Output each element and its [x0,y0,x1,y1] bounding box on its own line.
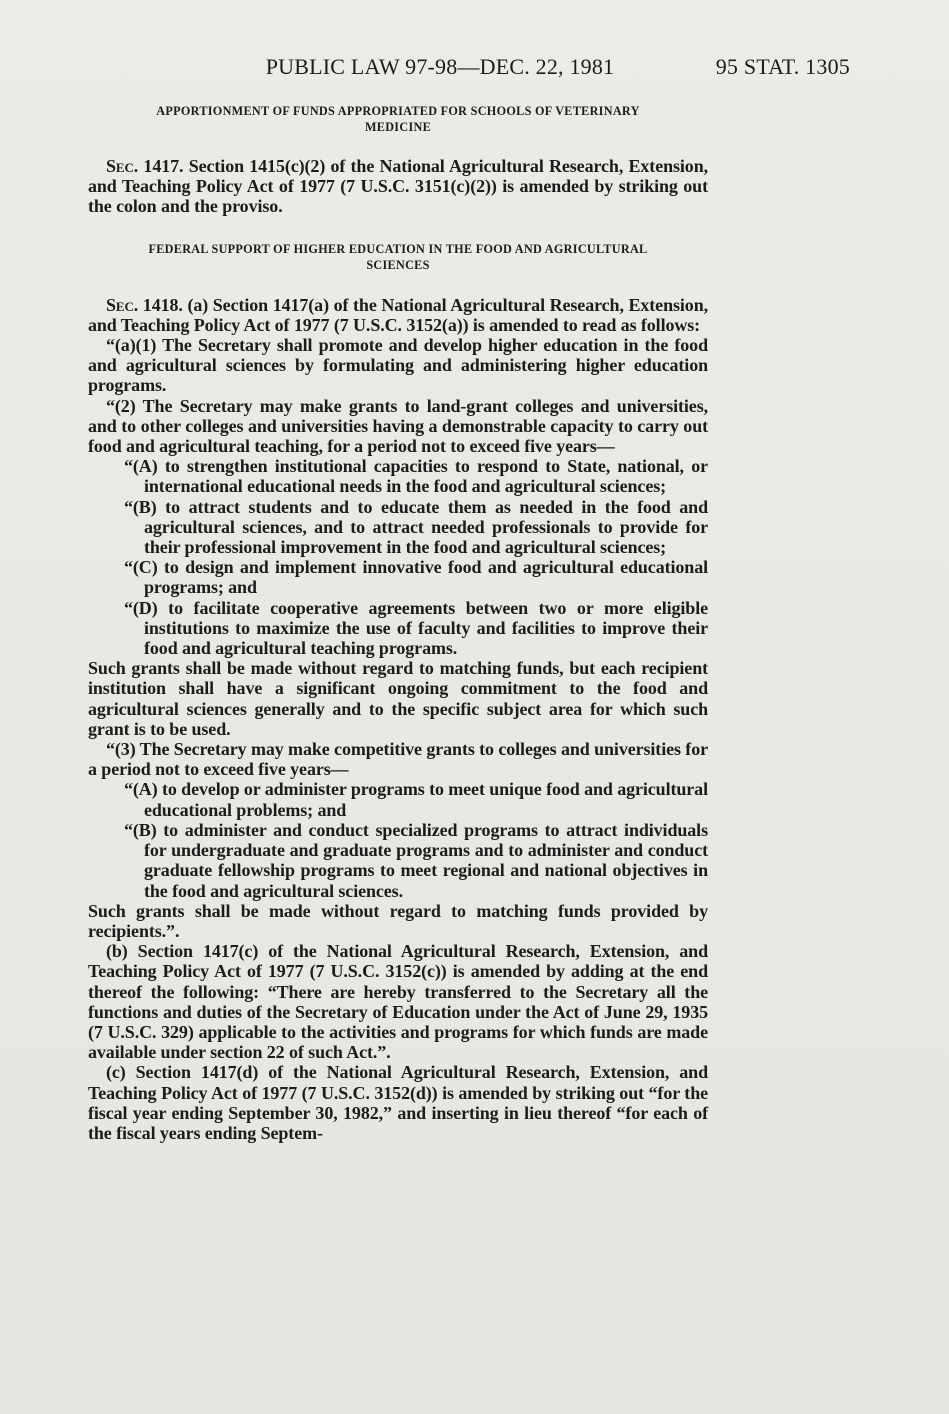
stat-citation: 95 STAT. 1305 [715,54,850,79]
paragraph-a2-A: “(A) to strengthen institutional capacities to respond to State, national, or international educational needs in the food and agricultural sciences; [124,456,708,497]
section-text: (a) Section 1417(a) of the National Agricultural Research, Extension, and Teaching Policy Act of 1977 (7 U.S.C. 3152(a)) is amended to read as follows: [88,294,708,335]
running-head [90,54,850,88]
paragraph-a1: “(a)(1) The Secretary shall promote and develop higher education in the food and agricultural sciences by formulating and administering higher education programs. [88,335,708,396]
paragraph-b: (b) Section 1417(c) of the National Agricultural Research, Extension, and Teaching Policy Act of 1977 (7 U.S.C. 3152(c)) is amended by adding at the end thereof the following: “There are hereby transferred to the Secretary all the functions and duties of the Secretary of Education under the Act of June 29, 1935 (7 U.S.C. 329) applicable to the activities and programs for which funds are made available under section 22 of such Act.”. [88,941,708,1063]
section-label: Sec. 1417. [106,156,184,176]
section-label: Sec. 1418. [106,294,183,315]
paragraph-a3-A: “(A) to develop or administer programs to meet unique food and agricultural educational problems; and [124,779,708,820]
document-body [88,103,708,1143]
paragraph-a2: “(2) The Secretary may make grants to land-grant colleges and universities, and to other colleges and universities having a demonstrable capacity to carry out food and agricultural teaching, for a period not to exceed five years— [88,395,708,457]
paragraph-a2-B: “(B) to attract students and to educate them as needed in the food and agricultural sciences, and to attract needed professionals to provide for their professional improvement in the food and agricultural sciences; [124,496,708,558]
paragraph-a3-B: “(B) to administer and conduct specialized programs to attract individuals for undergraduate and graduate programs and to administer and conduct graduate fellowship programs to meet regional and national objectives in the food and agricultural sciences. [124,819,708,901]
law-title: PUBLIC LAW 97-98—DEC. 22, 1981 [265,54,615,79]
section-1418-intro [88,295,708,335]
paragraph-a3: “(3) The Secretary may make competitive grants to colleges and universities for a period not to exceed five years— [88,739,708,780]
paragraph-a3-tail: Such grants shall be made without regard to matching funds provided by recipients.”. [88,900,708,941]
section-heading-higher-education: FEDERAL SUPPORT OF HIGHER EDUCATION IN THE FOOD AND AGRICULTURAL SCIENCES [148,241,648,272]
paragraph-c: (c) Section 1417(d) of the National Agricultural Research, Extension, and Teaching Policy Act of 1977 (7 U.S.C. 3152(d)) is amended by striking out “for the fiscal year ending September 30, 1982,” and inserting in lieu thereof “for each of the fiscal years ending Septem- [88,1062,708,1143]
section-text: Section 1415(c)(2) of the National Agricultural Research, Extension, and Teaching Policy Act of 1977 (7 U.S.C. 3151(c)(2)) is amended by striking out the colon and the proviso. [88,156,709,217]
section-1417 [88,156,708,217]
section-heading-veterinary: APPORTIONMENT OF FUNDS APPROPRIATED FOR SCHOOLS OF VETERINARY MEDICINE [156,104,640,134]
paragraph-a2-tail: Such grants shall be made without regard to matching funds, but each recipient institution shall have a significant ongoing commitment to the food and agricultural sciences generally and to the specific subject area for which such grant is to be used. [88,658,708,739]
paragraph-a2-D: “(D) to facilitate cooperative agreements between two or more eligible institutions to maximize the use of faculty and facilities to improve their food and agricultural teaching programs. [124,597,708,659]
paragraph-a2-C: “(C) to design and implement innovative food and agricultural educational programs; and [124,557,708,598]
